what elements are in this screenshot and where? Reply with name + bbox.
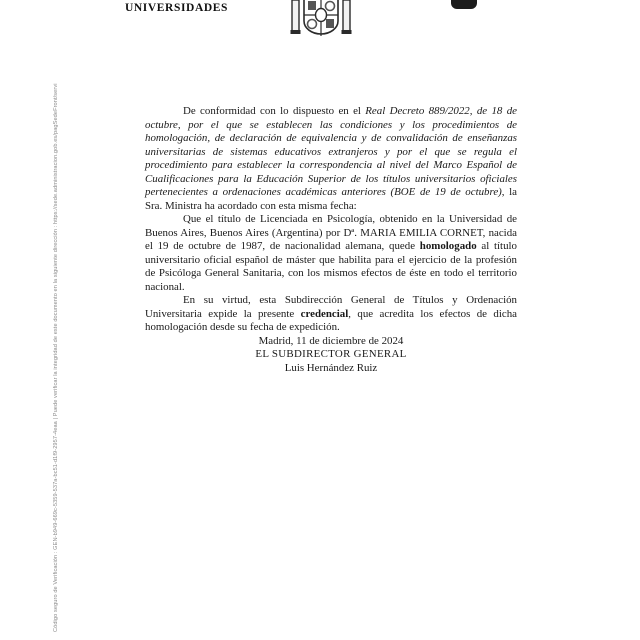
resolution-start: Que el título de Licenciada en Psicología, obtenido en la Universidad de Buenos Aires, Buenos Aires (Argentina) por Dª. MARIA EMILIA CORNET, nacida el 19 de octubre de 1987, de nacionalidad alemana, quede: [145, 213, 517, 252]
paragraph-credential: [145, 294, 517, 335]
verification-code-text: Código seguro de Verificación : GEN-b949-669c-5359-537a-bc51-d1f9-2957-4eaa | Puede verificar la integridad de este documento en la siguiente dirección : https://sede.administracion.gob.es/pagSedeFront/servi: [53, 83, 59, 632]
spain-coat-of-arms-icon: [289, 0, 353, 44]
decorative-mark: [451, 0, 477, 9]
legal-basis-start: De conformidad con lo dispuesto en el: [183, 105, 366, 117]
dateline: Madrid, 11 de diciembre de 2024: [258, 334, 404, 347]
resolution-end: al título universitario oficial español de máster que habilita para el ejercicio de la profesión de Psicóloga General Sanitaria, con los mismos efectos de éste en todo el territorio nacional.: [145, 240, 517, 293]
signer-name: Luis Hernández Ruiz: [284, 361, 378, 374]
royal-decree-title: Real Decreto 889/2022, de 18 de octubre, por el que se establecen las condiciones y los procedimientos de homologación, de declaración de equivalencia y de convalidación de enseñanzas universitarias de sistemas educativos extranjeros y por el que se regula el procedimiento para establecer la correspondencia al nivel del Marco Español de Cualificaciones para la Educación Superior de los títulos universitarios oficiales pertenecientes a ordenaciones académicas anteriores (BOE de 19 de octubre): [145, 105, 517, 198]
credencial-emphasis: credencial: [300, 307, 349, 320]
credential-start: En su virtud, esta Subdirección General de Títulos y Ordenación Universitaria expide la presente: [145, 294, 517, 320]
document-text: [145, 105, 517, 375]
legal-basis-end: , la Sra. Ministra ha acordado con esta misma fecha:: [145, 186, 517, 212]
paragraph-resolution: [145, 213, 517, 294]
signer-title: EL SUBDIRECTOR GENERAL: [255, 348, 407, 360]
homologado-emphasis: homologado: [419, 240, 477, 252]
credential-end: , que acredita los efectos de dicha homologación desde su fecha de expedición.: [145, 307, 517, 333]
paragraph-legal-basis: [145, 105, 517, 213]
ministry-name: UNIVERSIDADES: [125, 2, 229, 14]
